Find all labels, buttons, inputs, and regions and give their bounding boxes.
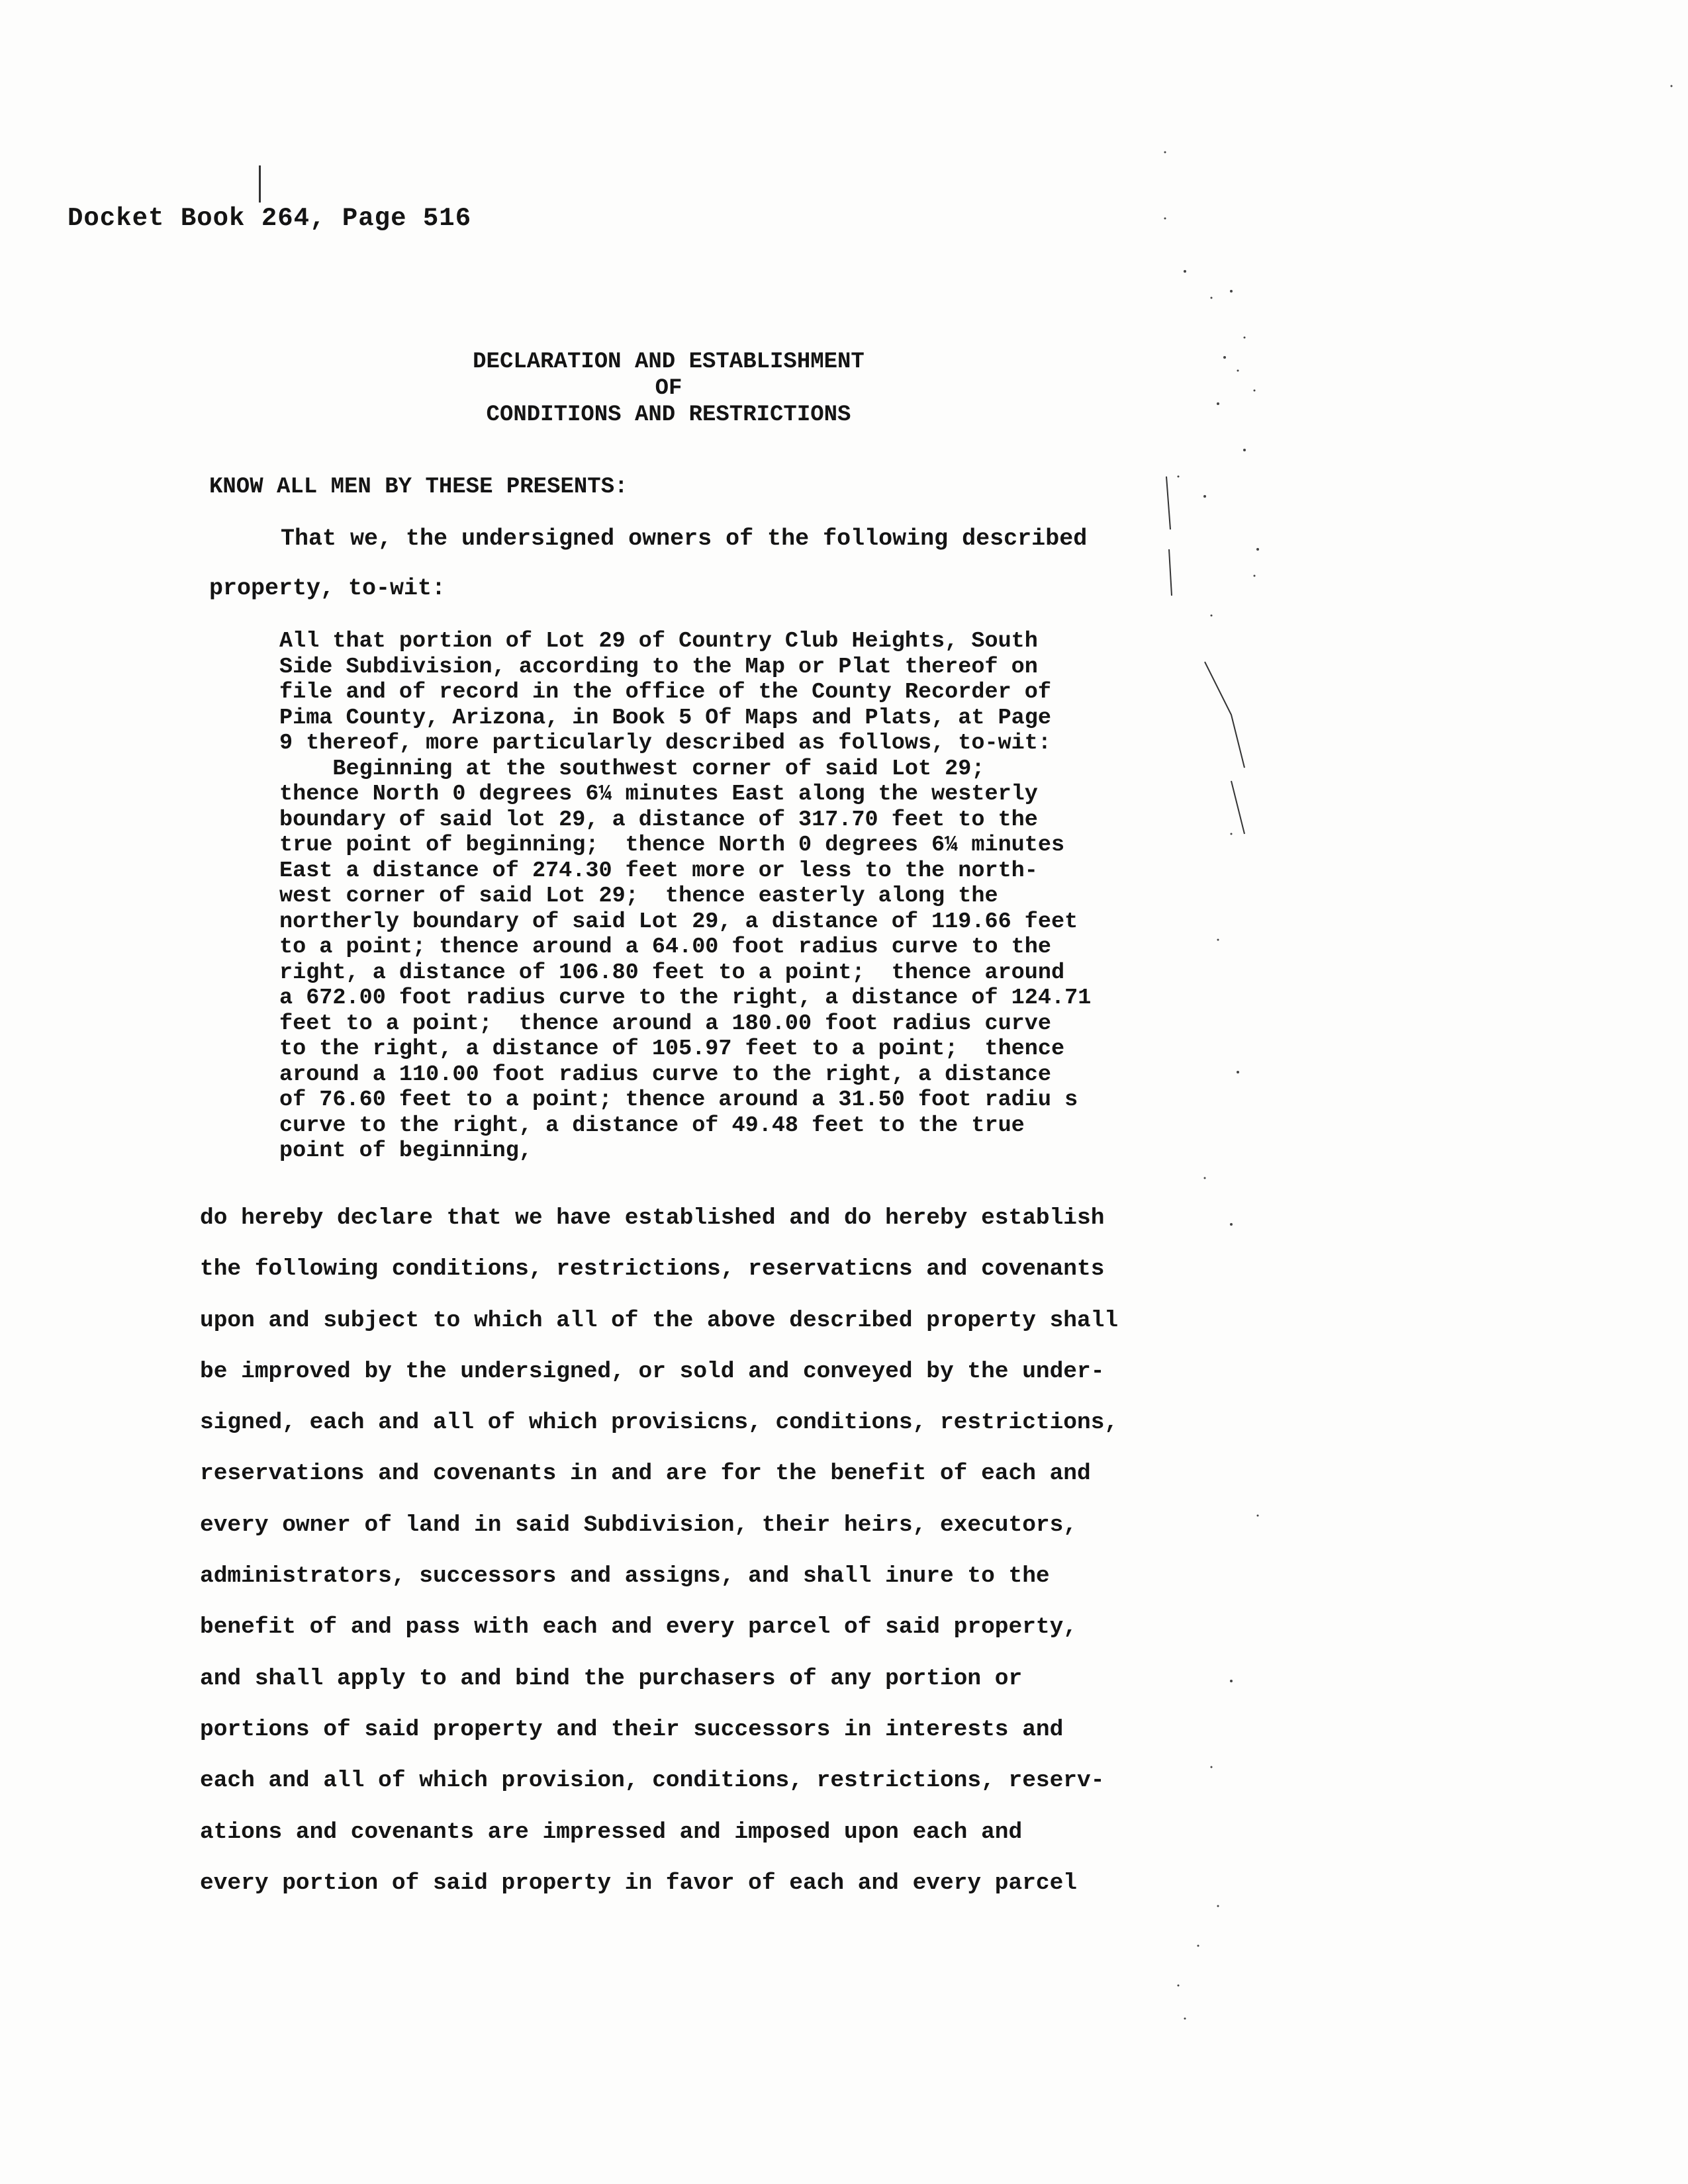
intro-line-1: That we, the undersigned owners of the following described	[281, 525, 1088, 552]
legal-line: point of beginning,	[279, 1138, 532, 1163]
body-line: every owner of land in said Subdivision, their heirs, executors,	[200, 1512, 1078, 1538]
intro-line-2: property, to-wit:	[209, 575, 446, 602]
body-line: signed, each and all of which provisicns, conditions, restrictions,	[200, 1410, 1119, 1436]
body-line: upon and subject to which all of the above described property shall	[200, 1307, 1119, 1334]
docket-reference: Docket Book 264, Page 516	[68, 204, 472, 233]
legal-line: to the right, a distance of 105.97 feet to a point; thence	[279, 1036, 1065, 1062]
body-line: do hereby declare that we have established and do hereby establish	[200, 1205, 1105, 1231]
legal-line: of 76.60 feet to a point; thence around a 31.50 foot radiu s	[279, 1087, 1078, 1113]
legal-description	[279, 629, 1206, 1164]
salutation: KNOW ALL MEN BY THESE PRESENTS:	[209, 475, 628, 500]
legal-line: true point of beginning; thence North 0 degrees 6¼ minutes	[279, 833, 1065, 858]
body-line: reservations and covenants in and are for the benefit of each and	[200, 1461, 1091, 1487]
legal-line: Side Subdivision, according to the Map or Plat thereof on	[279, 654, 1038, 680]
body-line: every portion of said property in favor of each and every parcel	[200, 1870, 1078, 1896]
body-line: ations and covenants are impressed and imposed upon each and	[200, 1819, 1023, 1845]
legal-line: feet to a point; thence around a 180.00 foot radius curve	[279, 1011, 1051, 1036]
body-line: portions of said property and their successors in interests and	[200, 1716, 1064, 1743]
declaration-body	[200, 1193, 1259, 1909]
title-line-1: DECLARATION AND ESTABLISHMENT	[473, 349, 865, 375]
legal-line: All that portion of Lot 29 of Country Club Heights, South	[279, 629, 1038, 654]
body-line: the following conditions, restrictions, reservaticns and covenants	[200, 1256, 1105, 1283]
legal-line: file and of record in the office of the County Recorder of	[279, 680, 1051, 705]
body-line: benefit of and pass with each and every parcel of said property,	[200, 1614, 1078, 1641]
legal-line: 9 thereof, more particularly described as follows, to-wit:	[279, 731, 1051, 756]
body-line: each and all of which provision, conditions, restrictions, reserv-	[200, 1768, 1105, 1794]
legal-line: a 672.00 foot radius curve to the right, a distance of 124.71	[279, 985, 1092, 1011]
legal-line: around a 110.00 foot radius curve to the right, a distance	[279, 1062, 1051, 1087]
pen-mark	[259, 165, 261, 203]
legal-line: boundary of said lot 29, a distance of 317.70 feet to the	[279, 807, 1038, 833]
body-line: administrators, successors and assigns, and shall inure to the	[200, 1563, 1050, 1590]
legal-line: northerly boundary of said Lot 29, a distance of 119.66 feet	[279, 909, 1078, 934]
legal-line: Beginning at the southwest corner of said Lot 29;	[279, 756, 985, 782]
legal-line: to a point; thence around a 64.00 foot radius curve to the	[279, 934, 1051, 960]
legal-line: curve to the right, a distance of 49.48 feet to the true	[279, 1113, 1025, 1138]
body-line: and shall apply to and bind the purchasers of any portion or	[200, 1665, 1023, 1692]
title-line-2: OF	[655, 376, 682, 401]
legal-line: west corner of said Lot 29; thence easterly along the	[279, 884, 998, 909]
document-title	[371, 349, 966, 428]
legal-line: right, a distance of 106.80 feet to a point; thence around	[279, 960, 1065, 985]
legal-line: Pima County, Arizona, in Book 5 Of Maps and Plats, at Page	[279, 705, 1051, 731]
body-line: be improved by the undersigned, or sold and conveyed by the under-	[200, 1358, 1105, 1385]
legal-line: East a distance of 274.30 feet more or less to the north-	[279, 858, 1038, 884]
title-line-3: CONDITIONS AND RESTRICTIONS	[486, 402, 851, 428]
legal-line: thence North 0 degrees 6¼ minutes East along the westerly	[279, 782, 1038, 807]
